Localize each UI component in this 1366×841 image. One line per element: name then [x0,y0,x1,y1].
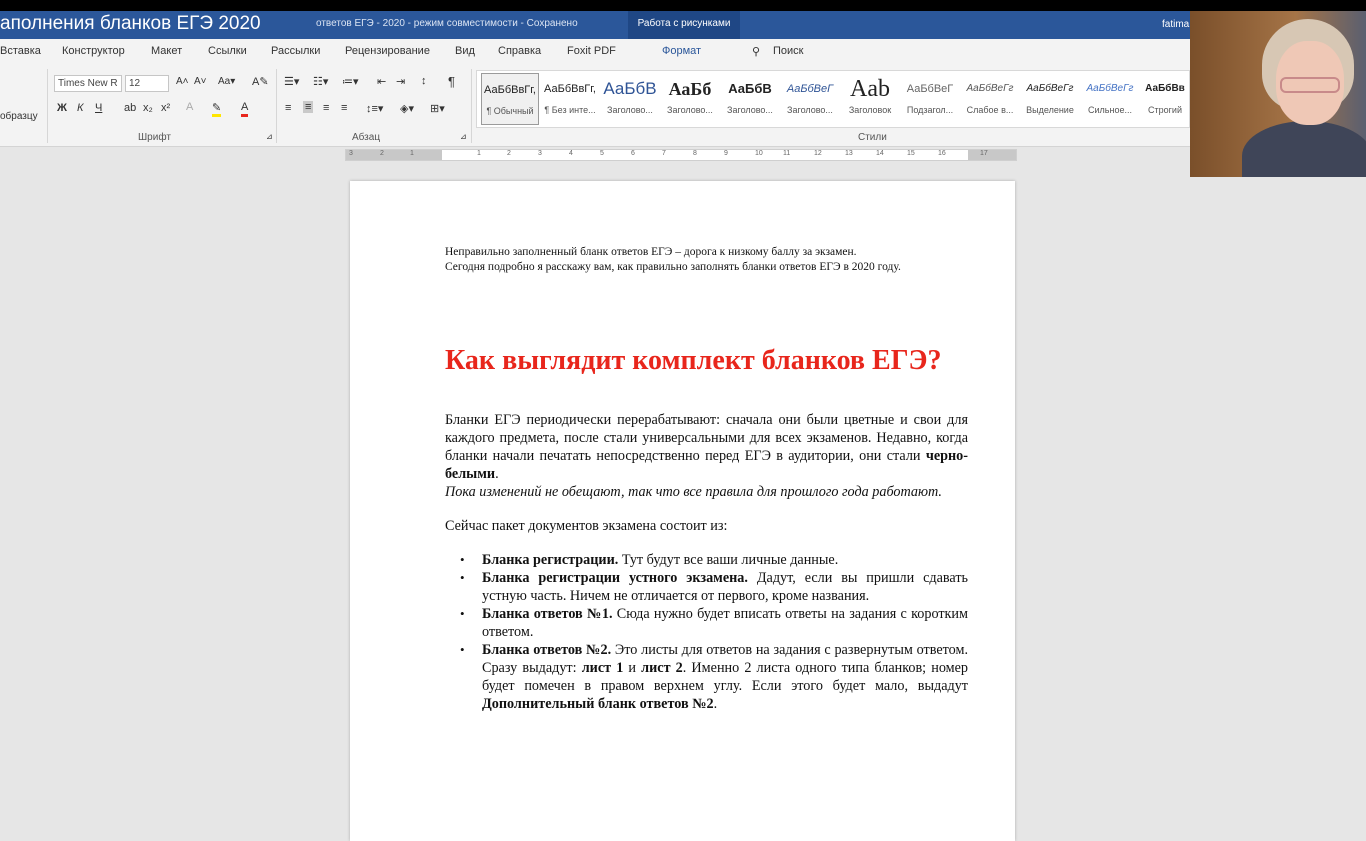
decrease-indent-icon[interactable]: ⇤ [377,76,387,88]
bold-text: Дополнительный бланк ответов №2 [482,696,714,712]
style-heading-1[interactable]: АаБбВ Заголово... [603,79,657,115]
tab-view[interactable]: Вид [455,45,475,57]
paragraph [445,411,968,483]
list-item [482,551,968,569]
contextual-tab-picture-tools[interactable]: Работа с рисунками [628,11,740,39]
list-item-title: Бланка регистрации. [482,552,619,568]
intro-line: Неправильно заполненный бланк ответов ЕГЭ – дорога к низкому баллу за экзамен. [445,246,857,258]
list-intro: Сейчас пакет документов экзамена состоит из: [445,518,728,534]
borders-icon[interactable]: ⊞▾ [430,103,445,115]
list-item-text: . [713,696,718,712]
style-no-spacing[interactable]: АаБбВвГг, ¶ Без инте... [544,83,596,115]
ruler-label: 9 [724,150,728,157]
ruler-label: 2 [380,150,384,157]
font-color-icon[interactable]: A [241,101,248,117]
sort-icon[interactable]: ↕ [421,75,427,87]
ruler-label: 3 [349,150,353,157]
bullets-icon[interactable]: ☰▾ [284,76,300,88]
group-separator [471,69,472,143]
tab-format[interactable]: Формат [662,45,702,57]
grow-font-button[interactable]: A˄ [176,76,189,87]
clear-formatting-button[interactable]: A✎ [252,76,269,88]
paragraph-group-label: Абзац [352,132,381,143]
ruler-label: 16 [938,150,946,157]
list-item-text: . Именно 2 листа одного типа бланков; номер будет помечен в правом верхнем углу. Если этого будет мало, выдадут [482,660,969,694]
ruler-label: 6 [631,150,635,157]
ruler-label: 14 [876,150,884,157]
bold-button[interactable]: Ж [57,102,67,114]
bold-text: лист 1 [581,660,624,676]
tab-foxit-pdf[interactable]: Foxit PDF [567,45,616,57]
list-item-title: Бланка ответов №2. [482,642,612,658]
style-intense-emphasis[interactable]: АаБбВеГг Сильное... [1086,83,1134,115]
tab-design[interactable]: Конструктор [62,45,125,57]
style-heading-4[interactable]: АаБбВеГ Заголово... [786,83,834,115]
ruler-label: 3 [538,150,542,157]
list-item-text: Тут будут все ваши личные данные. [618,552,839,568]
ruler-label: 1 [477,150,481,157]
style-heading-2[interactable]: АаБб Заголово... [667,79,713,115]
italic-paragraph: Пока изменений не обещают, так что все правила для прошлого года работают. [445,484,942,500]
text-effects-icon[interactable]: A [186,101,194,113]
group-separator [276,69,277,143]
tab-insert[interactable]: Вставка [0,45,41,57]
list-item [482,605,968,641]
ribbon [0,65,1366,147]
shading-icon[interactable]: ◈▾ [400,103,414,115]
ruler-label: 11 [783,150,791,157]
ruler-left-margin [346,150,442,160]
font-size-combo[interactable]: 12 [125,75,169,92]
subscript-button[interactable]: x₂ [143,102,153,114]
style-subtitle[interactable]: АаБбВеГ Подзагол... [906,83,954,115]
horizontal-ruler[interactable] [345,149,1017,161]
list-item-text: и [623,660,642,676]
tab-layout[interactable]: Макет [151,45,183,57]
justify-icon[interactable]: ≡ [341,102,348,114]
underline-button[interactable]: Ч [95,102,103,114]
list-item-text: Дадут, если вы пришли сдавать устную часть. Ничем не отличается от первого, кроме названия. [482,570,968,604]
intro-paragraph [445,245,965,275]
forms-list [445,551,968,713]
styles-group-label: Стили [858,132,887,143]
webcam-presenter-glasses [1280,77,1340,93]
style-heading-3[interactable]: АаБбВ Заголово... [727,81,773,115]
search-icon[interactable]: ⚲ [752,46,761,58]
numbering-icon[interactable]: ☷▾ [313,76,329,88]
list-item [482,641,968,713]
change-case-button[interactable]: Aa▾ [218,76,236,87]
ruler-label: 17 [980,150,988,157]
word-title-bar [0,11,1366,39]
italic-button[interactable]: К [77,102,84,114]
paragraph-text: . [495,466,499,482]
format-painter-button[interactable]: образцу [0,111,38,122]
document-title: ответов ЕГЭ - 2020 - режим совместимости - Сохранено [316,18,578,29]
style-emphasis[interactable]: АаБбВеГг Выделение [1026,83,1074,115]
font-group-label: Шрифт [138,132,171,143]
list-item-title: Бланка регистрации устного экзамена. [482,570,748,586]
line-spacing-icon[interactable]: ↕≡▾ [366,103,384,115]
style-strong[interactable]: АаБбВв Строгий [1145,83,1185,115]
paragraph-text: Бланки ЕГЭ периодически перерабатывают: сначала они были цветные и свои для каждого предмета, после стали универсальными для всех экзаменов. Недавно, когда бланки начали печатать непосредственно перед ЕГЭ в аудитории, они стали [445,412,968,464]
ruler-label: 12 [814,150,822,157]
ruler-label: 15 [907,150,915,157]
align-right-icon[interactable]: ≡ [323,102,330,114]
section-heading: Как выглядит комплект бланков ЕГЭ? [445,345,942,376]
video-title: аполнения бланков ЕГЭ 2020 [0,13,261,34]
tab-references[interactable]: Ссылки [208,45,247,57]
bold-text: лист 2 [641,660,683,676]
tab-help[interactable]: Справка [498,45,542,57]
font-dialog-launcher-icon[interactable]: ⊿ [266,132,273,141]
tab-mailings[interactable]: Рассылки [271,45,321,57]
ruler-label: 7 [662,150,666,157]
ruler-label: 8 [693,150,697,157]
font-name-combo[interactable]: Times New R [54,75,122,92]
document-page[interactable] [350,181,1015,841]
style-subtle-emphasis[interactable]: АаБбВеГг Слабое в... [966,83,1014,115]
intro-line: Сегодня подробно я расскажу вам, как правильно заполнять бланки ответов ЕГЭ в 2020 году. [445,261,901,273]
body-text [445,411,968,713]
search-label[interactable]: Поиск [773,45,804,57]
ruler-label: 2 [507,150,511,157]
align-left-icon[interactable]: ≡ [285,102,292,114]
webcam-overlay [1190,11,1366,177]
paragraph-dialog-launcher-icon[interactable]: ⊿ [460,132,467,141]
show-marks-button[interactable]: ¶ [448,74,455,89]
highlight-color-icon[interactable]: ✎ [212,101,221,117]
list-item-text: Это листы для ответов на задания с развернутым ответом. Сразу выдадут: [482,642,968,676]
style-normal[interactable]: АаБбВвГг, ¶ Обычный [481,73,539,125]
style-title[interactable]: Aab Заголовок [848,76,892,115]
video-top-strip [0,0,1366,11]
ruler-label: 5 [600,150,604,157]
user-name[interactable]: fatima [1162,19,1190,30]
multilevel-list-icon[interactable]: ≔▾ [342,76,359,88]
strikethrough-icon[interactable]: ab [124,102,137,114]
styles-gallery [476,70,1190,128]
shrink-font-button[interactable]: A˅ [194,76,207,87]
list-item-title: Бланка ответов №1. [482,606,613,622]
increase-indent-icon[interactable]: ⇥ [396,76,406,88]
ruler-label: 10 [755,150,763,157]
ribbon-tabs [0,39,1366,65]
superscript-button[interactable]: x² [161,102,171,114]
list-item-text: Сюда нужно будет вписать ответы на задания с коротким ответом. [482,606,969,640]
ruler-label: 1 [410,150,414,157]
ruler-right-margin [968,150,1017,160]
bold-text: черно-белыми [445,448,968,482]
group-separator [47,69,48,143]
ruler-label: 13 [845,150,853,157]
tab-review[interactable]: Рецензирование [345,45,430,57]
ruler-label: 4 [569,150,573,157]
align-center-icon[interactable]: ≡ [305,101,312,113]
list-item [482,569,968,605]
